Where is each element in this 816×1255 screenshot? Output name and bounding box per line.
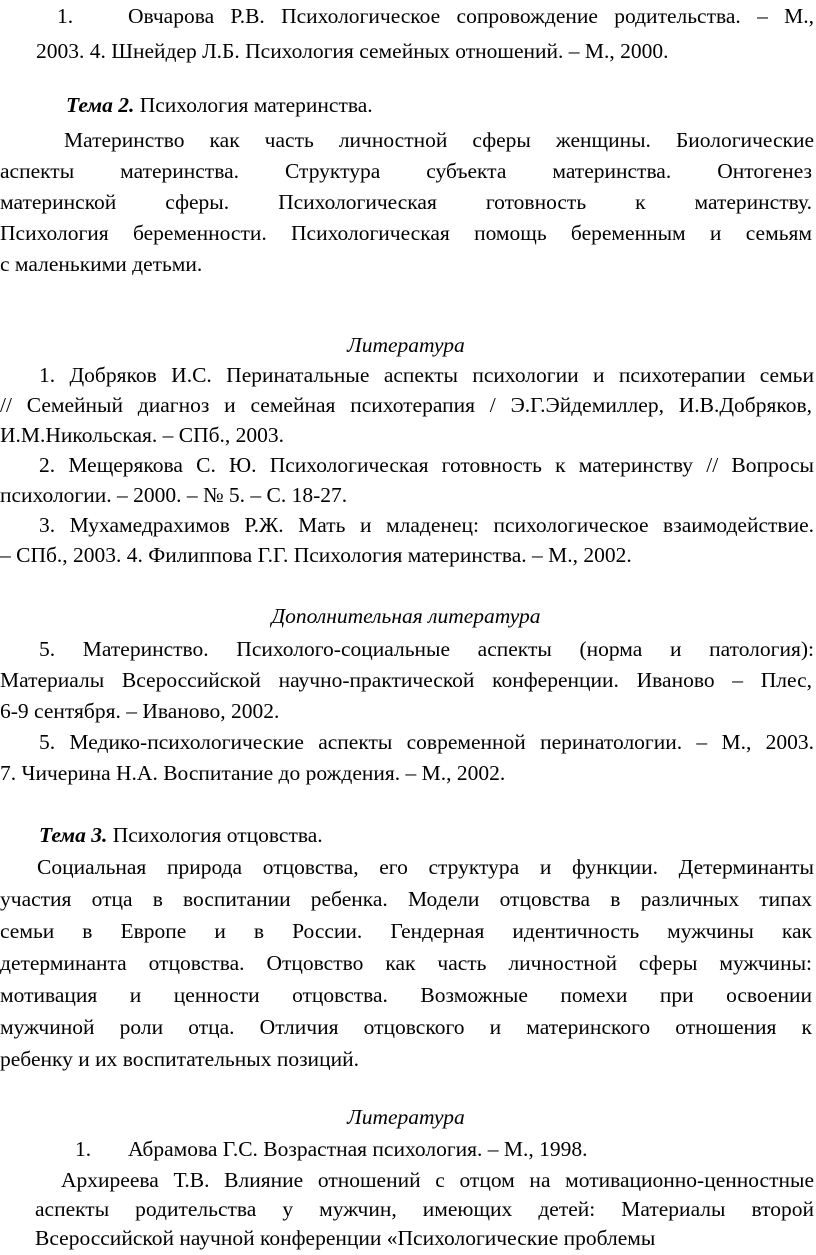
reference-text: 3. Мухамедрахимов Р.Ж. Мать и младенец: психологическое взаимодействие.	[39, 513, 814, 537]
paragraph-line: мужчиной роли отца. Отличия отцовского и материнского отношения к	[0, 1015, 812, 1039]
paragraph-line: участия отца в воспитании ребенка. Модели отцовства в различных типах	[0, 887, 812, 911]
reference-text: Овчарова Р.В. Психологическое сопровождение родительства. – М.,	[128, 4, 814, 28]
paragraph-line: Социальная природа отцовства, его структура и функции. Детерминанты	[37, 855, 814, 879]
reference-text: 6-9 сентября. – Иваново, 2002.	[0, 699, 280, 723]
topic-label: Тема 3.	[39, 823, 108, 847]
paragraph-line: ребенку и их воспитательных позиций.	[0, 1047, 359, 1071]
paragraph-line: материнской сферы. Психологическая готовность к материнству.	[0, 190, 812, 214]
list-number: 1.	[75, 1137, 92, 1161]
section-heading-literature: Литература	[347, 333, 465, 357]
reference-text: Архиреева Т.В. Влияние отношений с отцом на мотивационно-ценностные	[61, 1168, 814, 1192]
paragraph-line: аспекты материнства. Структура субъекта материнства. Онтогенез	[0, 159, 812, 183]
topic-heading	[66, 91, 816, 119]
reference-text: – СПб., 2003. 4. Филиппова Г.Г. Психология материнства. – М., 2002.	[0, 543, 632, 567]
reference-text: 2. Мещерякова С. Ю. Психологическая готовность к материнству // Вопросы	[39, 453, 814, 477]
list-number: 1.	[57, 4, 74, 28]
reference-text: Всероссийской научной конференции «Психологические проблемы	[35, 1226, 656, 1250]
reference-text: // Семейный диагноз и семейная психотерапия / Э.Г.Эйдемиллер, И.В.Добряков,	[0, 393, 812, 417]
topic-label: Тема 2.	[66, 93, 135, 117]
reference-text: психологии. – 2000. – № 5. – С. 18-27.	[0, 483, 348, 507]
reference-text: 7. Чичерина Н.А. Воспитание до рождения. – М., 2002.	[0, 761, 506, 785]
paragraph-line: Материнство как часть личностной сферы женщины. Биологические	[64, 128, 814, 152]
reference-text: И.М.Никольская. – СПб., 2003.	[0, 423, 285, 447]
paragraph-line: Психология беременности. Психологическая помощь беременным и семьям	[0, 221, 812, 245]
reference-text: 5. Материнство. Психолого-социальные аспекты (норма и патология):	[39, 637, 814, 661]
reference-text: Абрамова Г.С. Возрастная психология. – М., 1998.	[128, 1137, 588, 1161]
reference-text: аспекты родительства у мужчин, имеющих детей: Материалы второй	[35, 1197, 814, 1221]
reference-text: 2003. 4. Шнейдер Л.Б. Психология семейных отношений. – М., 2000.	[36, 39, 669, 63]
reference-text: 1. Добряков И.С. Перинатальные аспекты психологии и психотерапии семьи	[39, 363, 814, 387]
reference-text: 5. Медико-психологические аспекты современной перинатологии. – М., 2003.	[39, 730, 814, 754]
paragraph-line: детерминанта отцовства. Отцовство как часть личностной сферы мужчины:	[0, 951, 812, 975]
topic-title: Психология материнства.	[134, 93, 373, 117]
topic-title: Психология отцовства.	[107, 823, 323, 847]
section-heading-literature: Литература	[347, 1105, 465, 1129]
paragraph-line: мотивация и ценности отцовства. Возможные помехи при освоении	[0, 983, 812, 1007]
topic-heading	[39, 821, 816, 849]
section-heading-additional-literature: Дополнительная литература	[271, 604, 541, 628]
reference-text: Материалы Всероссийской научно-практической конференции. Иваново – Плес,	[0, 668, 812, 692]
paragraph-line: с маленькими детьми.	[0, 252, 203, 276]
paragraph-line: семьи в Европе и в России. Гендерная идентичность мужчины как	[0, 919, 812, 943]
